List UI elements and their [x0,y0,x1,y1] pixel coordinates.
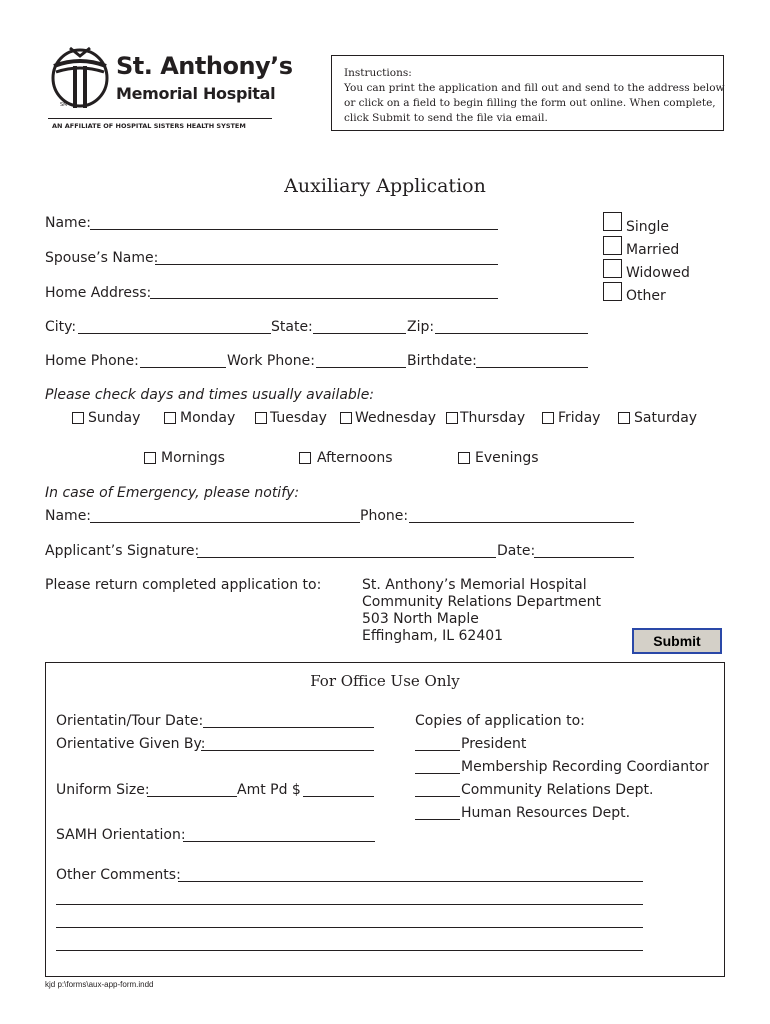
tuesday-label: Tuesday [270,410,327,426]
work-phone-label: Work Phone: [227,353,315,369]
office-use-title: For Office Use Only [310,672,460,690]
signature-date-field[interactable] [534,557,634,558]
name-field[interactable] [90,229,498,230]
instructions-box [331,55,724,131]
copies-heading: Copies of application to: [415,713,585,729]
hospital-logo [48,46,293,134]
page-title: Auxiliary Application [284,175,486,197]
signature-date-label: Date: [497,543,536,559]
home-address-label: Home Address: [45,285,152,301]
uniform-size-field[interactable] [147,796,237,797]
copy-hr-label: Human Resources Dept. [461,805,631,821]
mornings-label: Mornings [161,450,225,466]
state-field[interactable] [313,333,406,334]
other-comments-line[interactable] [56,950,643,951]
emergency-name-label: Name: [45,508,92,524]
footer-file-path: kjd p:\forms\aux-app-form.indd [45,980,154,989]
city-field[interactable] [78,333,271,334]
copy-community-label: Community Relations Dept. [461,782,654,798]
thursday-checkbox[interactable] [446,412,458,424]
name-label: Name: [45,215,92,231]
wednesday-label: Wednesday [355,410,437,426]
given-by-label: Orientative Given By: [56,736,206,752]
monday-label: Monday [180,410,236,426]
evenings-label: Evenings [475,450,539,466]
married-label: Married [626,242,680,258]
copy-community-field[interactable] [415,796,460,797]
other-label: Other [626,288,666,304]
instructions-line: You can print the application and fill out and send to the address below [344,82,725,94]
work-phone-field[interactable] [316,367,406,368]
emergency-phone-label: Phone: [360,508,409,524]
other-checkbox[interactable] [603,282,622,301]
availability-heading: Please check days and times usually available: [45,387,375,403]
signature-field[interactable] [197,557,496,558]
afternoons-label: Afternoons [317,450,393,466]
logo-name-line2: Memorial Hospital [116,84,276,103]
given-by-field[interactable] [201,750,374,751]
married-checkbox[interactable] [603,236,622,255]
thursday-label: Thursday [460,410,526,426]
copy-president-label: President [461,736,527,752]
tour-date-label: Orientatin/Tour Date: [56,713,204,729]
return-address-line: Effingham, IL 62401 [362,628,504,644]
state-label: State: [271,319,313,335]
wednesday-checkbox[interactable] [340,412,352,424]
samh-label: SAMH Orientation: [56,827,186,843]
zip-label: Zip: [407,319,435,335]
saturday-checkbox[interactable] [618,412,630,424]
single-label: Single [626,219,670,235]
emergency-phone-field[interactable] [409,522,634,523]
amt-pd-label: Amt Pd $ [237,782,301,798]
logo-mark: SM [60,102,68,108]
other-comments-line[interactable] [56,904,643,905]
friday-checkbox[interactable] [542,412,554,424]
return-label: Please return completed application to: [45,577,322,593]
copy-president-field[interactable] [415,750,460,751]
tuesday-checkbox[interactable] [255,412,267,424]
home-phone-label: Home Phone: [45,353,139,369]
samh-field[interactable] [183,841,375,842]
uniform-size-label: Uniform Size: [56,782,150,798]
emergency-heading: In case of Emergency, please notify: [45,485,300,501]
other-comments-line[interactable] [178,881,643,882]
spouse-name-field[interactable] [155,264,498,265]
instructions-line: or click on a field to begin filling the form out online. When complete, [344,97,716,109]
widowed-label: Widowed [626,265,690,281]
sunday-checkbox[interactable] [72,412,84,424]
tau-cross-icon [48,46,112,110]
birthdate-field[interactable] [476,367,588,368]
return-address-line: Community Relations Department [362,594,601,610]
emergency-name-field[interactable] [90,522,360,523]
instructions-line: click Submit to send the file via email. [344,112,548,124]
amt-pd-field[interactable] [303,796,374,797]
mornings-checkbox[interactable] [144,452,156,464]
copy-membership-label: Membership Recording Coordiantor [461,759,709,775]
home-address-field[interactable] [150,298,498,299]
return-address-line: St. Anthony’s Memorial Hospital [362,577,587,593]
logo-affiliate: AN AFFILIATE OF HOSPITAL SISTERS HEALTH SYSTEM [52,122,246,130]
widowed-checkbox[interactable] [603,259,622,278]
afternoons-checkbox[interactable] [299,452,311,464]
city-label: City: [45,319,77,335]
tour-date-field[interactable] [203,727,374,728]
signature-label: Applicant’s Signature: [45,543,200,559]
copy-hr-field[interactable] [415,819,460,820]
saturday-label: Saturday [634,410,698,426]
submit-button[interactable]: Submit [632,628,722,654]
birthdate-label: Birthdate: [407,353,477,369]
logo-name-line1: St. Anthony’s [116,52,293,80]
monday-checkbox[interactable] [164,412,176,424]
other-comments-label: Other Comments: [56,867,181,883]
instructions-heading: Instructions: [344,67,412,79]
return-address-line: 503 North Maple [362,611,479,627]
other-comments-line[interactable] [56,927,643,928]
logo-divider [48,118,272,119]
single-checkbox[interactable] [603,212,622,231]
friday-label: Friday [558,410,601,426]
copy-membership-field[interactable] [415,773,460,774]
sunday-label: Sunday [88,410,141,426]
evenings-checkbox[interactable] [458,452,470,464]
home-phone-field[interactable] [140,367,226,368]
zip-field[interactable] [435,333,588,334]
spouse-name-label: Spouse’s Name: [45,250,159,266]
